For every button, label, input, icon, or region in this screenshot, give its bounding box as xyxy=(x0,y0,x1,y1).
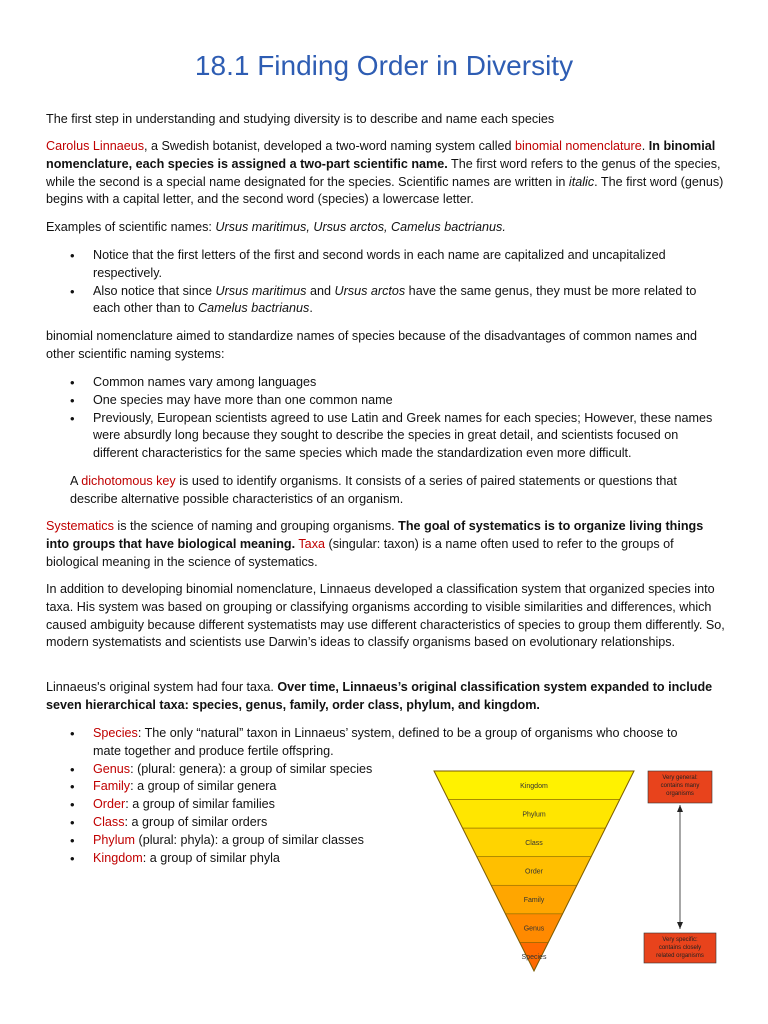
binomial-term: binomial nomenclature xyxy=(515,139,642,153)
systematics-term: Systematics xyxy=(46,519,114,533)
list-item: • Notice that the first letters of the first and second words in each name are capitalized and uncapitalized respectively. xyxy=(46,247,726,283)
systematics-paragraph: Systematics is the science of naming and grouping organisms. The goal of systematics is to organize living things into groups that have biological meaning. Taxa (singular: taxon) is a name often used to refer to the groups of biological meaning in the science of systematics. xyxy=(46,519,704,569)
taxonomy-pyramid-diagram xyxy=(430,765,722,975)
pyramid-label-genus: Genus xyxy=(523,925,545,933)
standardize-paragraph: binomial nomenclature aimed to standardize names of species because of the disadvantages of common names and other scientific naming systems: xyxy=(46,329,698,361)
intro-paragraph: The first step in understanding and studying diversity is to describe and name each species xyxy=(46,112,555,126)
svg-text:Very specific:contains closely xyxy=(656,937,704,959)
list-item: • One species may have more than one common name xyxy=(46,392,726,410)
top-note-line-2: contains many xyxy=(660,783,700,789)
page-title: 18.1 Finding Order in Diversity xyxy=(194,50,574,81)
notice-list xyxy=(46,247,726,318)
list-item: • Class: a group of similar orders xyxy=(46,814,726,832)
disadvantages-list xyxy=(46,374,726,463)
list-item: • Family: a group of similar genera xyxy=(46,778,726,796)
classification-paragraph: In addition to developing binomial nomenclature, Linnaeus developed a classification system that organized species into taxa. His system was based on grouping or classifying organisms according to visible similarities and differences, which caused ambiguity because different systematists may use different characteristics of species to group them differently. So, modern systematists and scientists use Darwin’s ideas to classify organisms based on evolutionary relationships. xyxy=(46,582,725,650)
arrow-head-top xyxy=(677,805,683,812)
list-item: • Genus: (plural: genera): a group of similar species xyxy=(46,761,726,779)
list-item: • Common names vary among languages xyxy=(46,374,726,392)
linnaeus-paragraph: Carolus Linnaeus, a Swedish botanist, developed a two-word naming system called binomial nomenclature. In binomial nomenclature, each species is assigned a two-part scientific name. The first word refers to the genus of the species, while the second is a special name designated for the species. Scientific names are written in italic. The first word (genus) begins with a capital letter, and the second word (species) a lowercase letter. xyxy=(46,139,724,207)
list-item: • Phylum (plural: phyla): a group of similar classes xyxy=(46,832,726,850)
pyramid-label-phylum: Phylum xyxy=(522,811,546,819)
taxa-term: Taxa xyxy=(298,536,325,551)
pyramid-label-kingdom: Kingdom xyxy=(520,782,548,790)
pyramid-label-family: Family xyxy=(523,897,545,905)
list-item: • Previously, European scientists agreed to use Latin and Greek names for each species; However, these names were absurdly long because they sought to describe the species in great detail, and scientists focused on different characteristics for the same species which made the standardization even more difficult. xyxy=(46,410,726,463)
top-note-line-1: Very general: xyxy=(662,775,698,781)
top-note-line-3: organisms xyxy=(666,791,694,797)
pyramid-label-species: Species xyxy=(521,954,547,962)
pyramid-label-class: Class xyxy=(525,839,543,847)
bottom-note-line-3: related organisms xyxy=(656,953,704,959)
list-item: • Kingdom: a group of similar phyla xyxy=(46,850,726,868)
dichotomous-paragraph: A dichotomous key is used to identify organisms. It consists of a series of paired statements or questions that describe alternative possible characteristics of an organism. xyxy=(70,474,677,506)
dichotomous-term: dichotomous key xyxy=(81,474,176,488)
examples-paragraph: Examples of scientific names: Ursus maritimus, Ursus arctos, Camelus bactrianus. xyxy=(46,220,506,234)
linnaeus-term: Carolus Linnaeus xyxy=(46,139,145,153)
list-item: • Order: a group of similar families xyxy=(46,796,726,814)
arrow-head-bottom xyxy=(677,922,683,929)
taxa-paragraph: Linnaeus's original system had four taxa. Over time, Linnaeus’s original classification system expanded to include seven hierarchical taxa: species, genus, family, order class, phylum, and kingdom. xyxy=(46,680,713,712)
bottom-note-line-1: Very specific: xyxy=(662,937,698,943)
list-item: • Also notice that since Ursus maritimus and Ursus arctos have the same genus, they must be more related to each other than to Camelus bactrianus. xyxy=(46,283,726,319)
pyramid-label-order: Order xyxy=(525,868,543,876)
example-names: Ursus maritimus, Ursus arctos, Camelus bactrianus. xyxy=(215,220,506,234)
svg-text:Very general:contains manyorga xyxy=(661,775,700,797)
list-item: • Species: The only “natural” taxon in Linnaeus’ system, defined to be a group of organisms who choose to mate together and produce fertile offspring. xyxy=(46,725,703,761)
bottom-note-line-2: contains closely xyxy=(658,945,702,951)
